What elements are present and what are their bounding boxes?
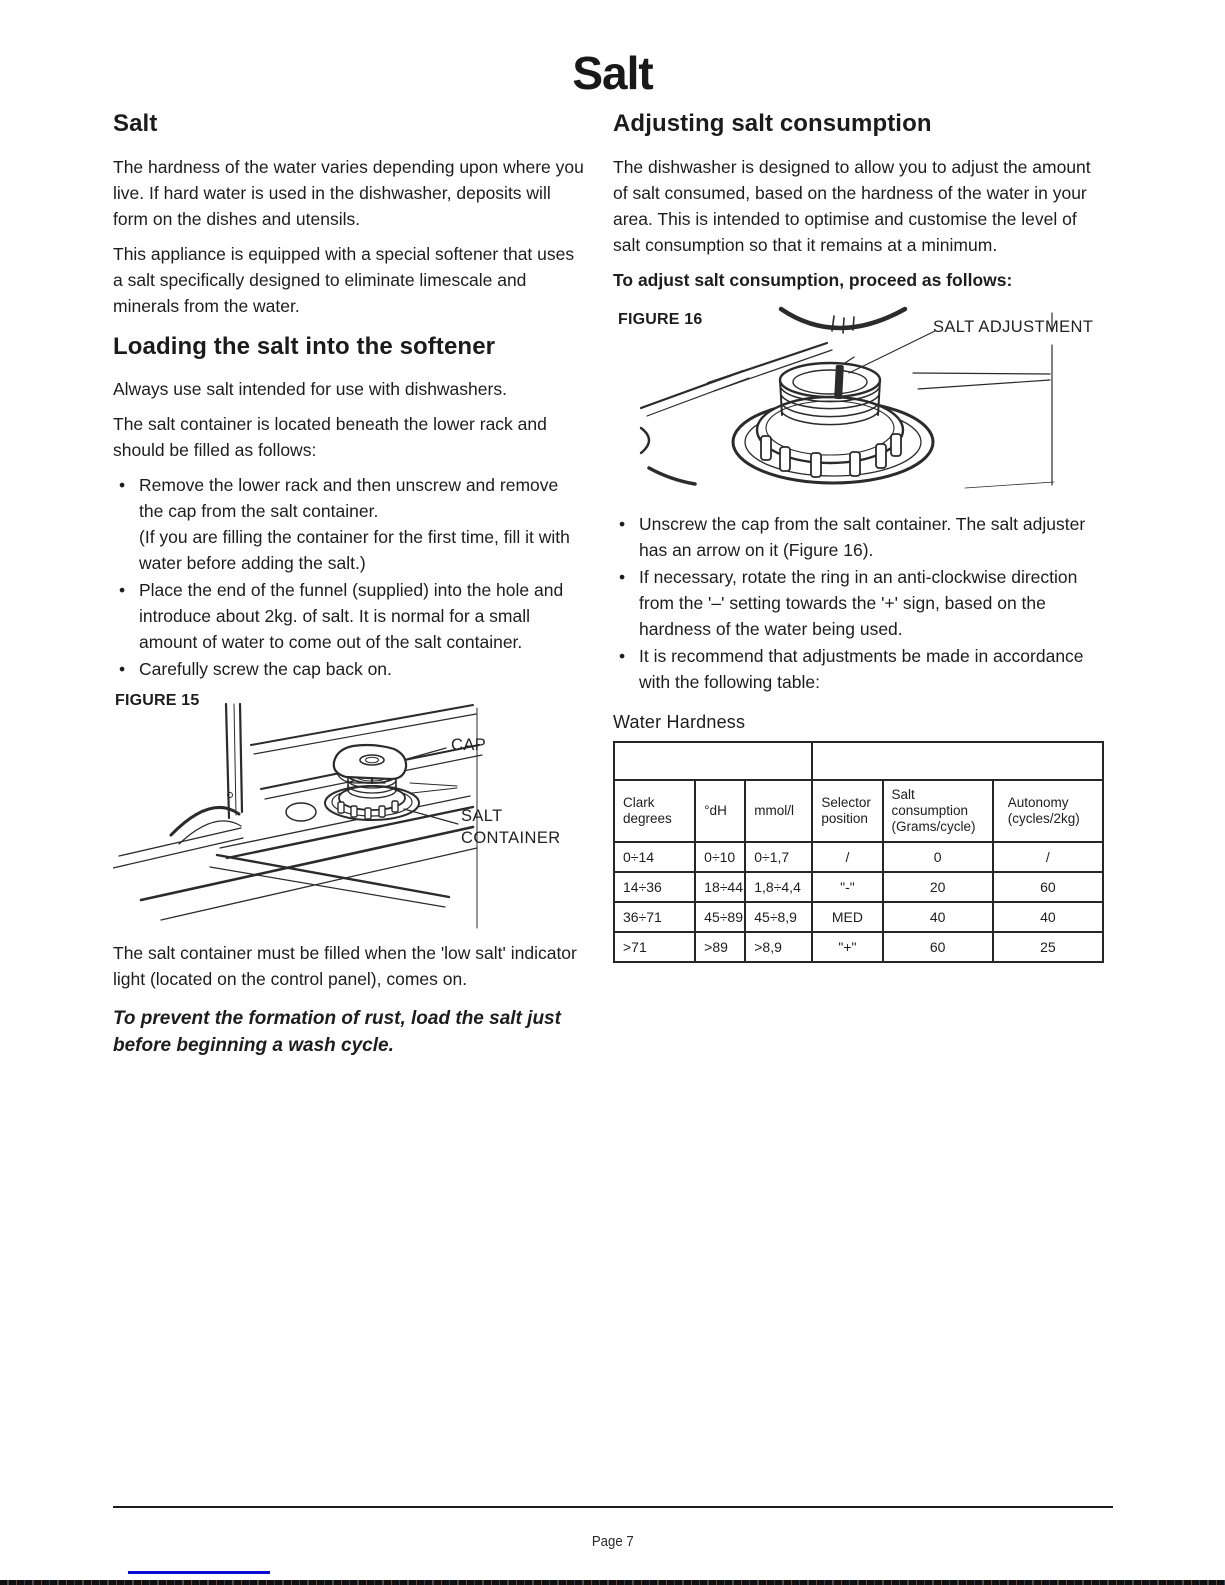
rust-warning-text: To prevent the formation of rust, load the salt just before beginning a wash cycle. xyxy=(113,1008,561,1056)
table-row xyxy=(614,902,1103,932)
list-item xyxy=(613,564,1096,642)
table-header-row xyxy=(614,780,1103,842)
table-cell: 18÷44 xyxy=(695,872,745,902)
figure-15 xyxy=(113,690,586,930)
paragraph-container-location: The salt container is located beneath the lower rack and should be filled as follows: xyxy=(113,414,547,460)
table-cell: >71 xyxy=(614,932,695,962)
footer-divider xyxy=(113,1506,1113,1508)
list-item-text: Place the end of the funnel (supplied) into the hole and introduce about 2kg. of salt. It is normal for a small amount of water to come out of the salt container. xyxy=(139,580,564,652)
page-footer xyxy=(0,1533,1225,1550)
figure16-caption: FIGURE 16 xyxy=(618,311,703,328)
table-cell: 60 xyxy=(883,932,993,962)
section-heading-adjusting: Adjusting salt consumption xyxy=(613,110,932,137)
adjust-procedure-lead: To adjust salt consumption, proceed as follows: xyxy=(613,270,1013,290)
table-group-row xyxy=(614,742,1103,780)
table-cell: 0÷10 xyxy=(695,842,745,872)
table-cell: 0÷1,7 xyxy=(745,842,812,872)
figure15-cap-annotation: CAP xyxy=(451,736,487,754)
page-number: Page 7 xyxy=(591,1533,634,1550)
table-cell: 45÷8,9 xyxy=(745,902,812,932)
list-item xyxy=(613,511,1096,563)
list-item-text: Unscrew the cap from the salt container. The salt adjuster has an arrow on it (Figure 16). xyxy=(639,514,1086,560)
table-row xyxy=(614,872,1103,902)
column-header: Selector position xyxy=(812,780,882,842)
table-cell: / xyxy=(993,842,1103,872)
figure15-salt-container-annotation: CONTAINER xyxy=(461,829,561,847)
scan-blue-mark xyxy=(128,1571,270,1574)
figure-16 xyxy=(613,303,1096,493)
table-row xyxy=(614,932,1103,962)
table-cell: 25 xyxy=(993,932,1103,962)
paragraph-softener: This appliance is equipped with a special softener that uses a salt specifically designed to eliminate limescale and minerals from the water. xyxy=(113,244,575,316)
table-cell: >8,9 xyxy=(745,932,812,962)
figure15-salt-container-annotation: SALT xyxy=(461,807,503,825)
scan-edge-artifact xyxy=(0,1580,1225,1585)
column-header: Clark degrees xyxy=(614,780,695,842)
list-item xyxy=(113,472,586,576)
ghost-cell xyxy=(812,742,1103,780)
right-column xyxy=(613,106,1096,963)
list-item-text: Remove the lower rack and then unscrew and remove the cap from the salt container. xyxy=(139,475,559,521)
left-column xyxy=(113,106,586,1068)
figure15-caption: FIGURE 15 xyxy=(115,692,200,709)
table-cell: 45÷89 xyxy=(695,902,745,932)
list-item-text: If necessary, rotate the ring in an anti-clockwise direction from the '–' setting towards the '+' sign, based on the hardness of the water being used. xyxy=(639,567,1078,639)
table-cell: 0÷14 xyxy=(614,842,695,872)
list-item xyxy=(113,656,586,682)
list-item xyxy=(113,577,586,655)
section-heading-salt: Salt xyxy=(113,110,158,137)
water-hardness-table-title: Water Hardness xyxy=(613,712,746,732)
list-item-text: (If you are filling the container for the first time, fill it with water before adding the salt.) xyxy=(139,527,570,573)
table-cell: 60 xyxy=(993,872,1103,902)
list-item-text: Carefully screw the cap back on. xyxy=(139,659,392,679)
table-cell: 1,8÷4,4 xyxy=(745,872,812,902)
adjustment-steps-list xyxy=(613,511,1096,695)
column-header: mmol/l xyxy=(745,780,812,842)
table-cell: 14÷36 xyxy=(614,872,695,902)
water-hardness-table xyxy=(613,741,1104,963)
paragraph-always-salt: Always use salt intended for use with dishwashers. xyxy=(113,379,507,399)
table-cell: 0 xyxy=(883,842,993,872)
page-title: Salt xyxy=(572,47,653,99)
paragraph-low-salt: The salt container must be filled when the 'low salt' indicator light (located on the control panel), comes on. xyxy=(113,943,577,989)
table-cell: "-" xyxy=(812,872,882,902)
table-cell: 36÷71 xyxy=(614,902,695,932)
loading-steps-list xyxy=(113,472,586,682)
column-header: Salt consumption (Grams/cycle) xyxy=(883,780,993,842)
table-cell: "+" xyxy=(812,932,882,962)
table-cell: >89 xyxy=(695,932,745,962)
list-item xyxy=(613,643,1096,695)
section-heading-loading: Loading the salt into the softener xyxy=(113,333,496,360)
water-hardness-group-cell xyxy=(614,742,812,780)
table-cell: 20 xyxy=(883,872,993,902)
table-cell: 40 xyxy=(993,902,1103,932)
table-row xyxy=(614,842,1103,872)
figure16-salt-adjustment-annotation: SALT ADJUSTMENT xyxy=(933,318,1094,336)
list-item-text: It is recommend that adjustments be made in accordance with the following table: xyxy=(639,646,1084,692)
table-cell: MED xyxy=(812,902,882,932)
column-header: °dH xyxy=(695,780,745,842)
column-header: Autonomy (cycles/2kg) xyxy=(993,780,1103,842)
table-cell: / xyxy=(812,842,882,872)
table-cell: 40 xyxy=(883,902,993,932)
figure15-illustration xyxy=(113,690,586,930)
paragraph-hardness: The hardness of the water varies depending upon where you live. If hard water is used in the dishwasher, deposits will form on the dishes and utensils. xyxy=(113,157,584,229)
paragraph-adjust-intro: The dishwasher is designed to allow you to adjust the amount of salt consumed, based on the hardness of the water in your area. This is intended to optimise and customise the level of salt consumption so that it remains at a minimum. xyxy=(613,157,1091,255)
